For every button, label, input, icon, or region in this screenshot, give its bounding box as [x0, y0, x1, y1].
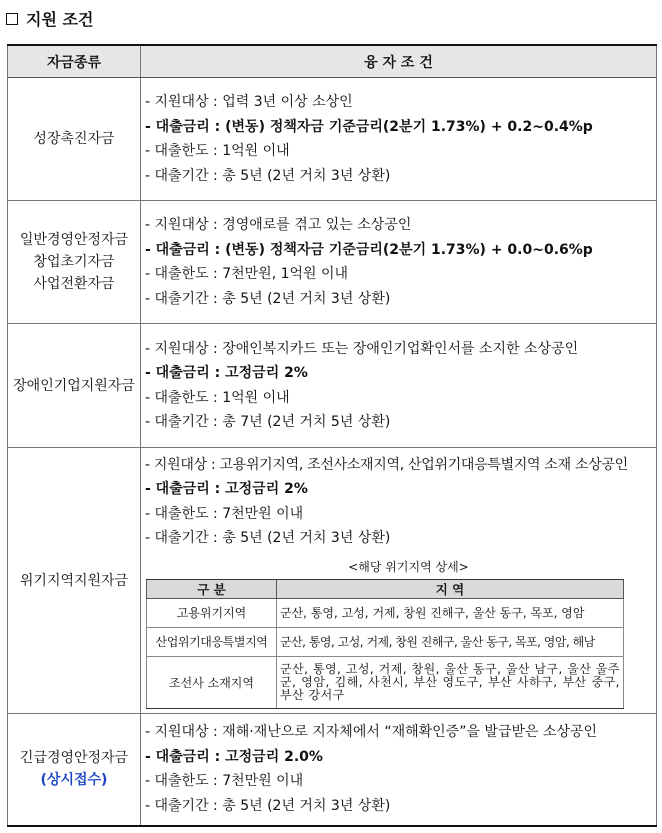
- condition-line: - 지원대상 : 장애인복지카드 또는 장애인기업확인서를 소지한 소상공인: [145, 340, 579, 357]
- condition-line: - 대출한도 : 7천만원 이내: [145, 773, 304, 790]
- section-title-text: 지원 조건: [26, 10, 94, 29]
- condition-line: - 지원대상 : 고용위기지역, 조선사소재지역, 산업위기대응특별지역 소재 소상공인: [145, 456, 628, 473]
- condition-line: - 지원대상 : 업력 3년 이상 소상인: [145, 94, 353, 110]
- condition-line: - 대출기간 : 총 5년 (2년 거치 3년 상환): [145, 797, 391, 814]
- condition-line: - 대출기간 : 총 5년 (2년 거치 3년 상환): [145, 290, 391, 307]
- table-row: [8, 78, 657, 201]
- fund-name: 긴급경영안정자금: [19, 750, 129, 767]
- support-conditions-table: [7, 44, 657, 827]
- condition-line: - 대출금리 : (변동) 정책자금 기준금리(2분기 1.73%) + 0.2~0.4%p: [145, 118, 593, 135]
- conditions-cell: [141, 448, 657, 714]
- condition-line: - 지원대상 : 재해·재난으로 지자체에서 “재해확인증”을 발급받은 소상공인: [145, 724, 598, 741]
- condition-line: - 대출한도 : 7천만원, 1억원 이내: [145, 266, 349, 282]
- condition-line: - 대출금리 : 고정금리 2.0%: [145, 748, 323, 765]
- fund-name-cell: [8, 201, 141, 324]
- region-list: 군산, 통영, 고성, 거제, 창원 진해구, 울산 동구, 목포, 영암: [277, 598, 624, 627]
- fund-name: 사업전환자금: [33, 276, 115, 292]
- condition-line: - 대출기간 : 총 5년 (2년 거치 3년 상환): [145, 530, 391, 546]
- checkbox-square-icon: [6, 13, 18, 25]
- header-region: 지 역: [277, 579, 624, 598]
- region-type: 고용위기지역: [147, 598, 277, 627]
- condition-line: - 대출금리 : (변동) 정책자금 기준금리(2분기 1.73%) + 0.0~0.6%p: [145, 241, 593, 258]
- conditions-cell: [141, 201, 657, 324]
- fund-name: 창업초기자금: [33, 254, 115, 270]
- region-list: 군산, 통영, 고성, 거제, 창원 진해구, 울산 동구, 목포, 영암, 해남: [277, 627, 624, 656]
- header-category: 구 분: [147, 579, 277, 598]
- header-fund-type: 자금종류: [8, 45, 141, 78]
- condition-line: - 대출금리 : 고정금리 2%: [145, 481, 308, 497]
- fund-name: 위기지역지원자금: [19, 572, 129, 589]
- condition-line: - 대출한도 : 1억원 이내: [145, 143, 290, 159]
- table-row: [8, 448, 657, 714]
- crisis-region-header-row: [147, 579, 624, 598]
- table-row: [8, 201, 657, 324]
- region-type: 조선사 소재지역: [147, 656, 277, 708]
- table-row: [8, 714, 657, 826]
- conditions-cell: [141, 324, 657, 448]
- table-header-row: [8, 45, 657, 78]
- table-row: [147, 627, 624, 656]
- conditions-cell: [141, 714, 657, 826]
- condition-line: - 지원대상 : 경영애로를 겪고 있는 소상공인: [145, 217, 412, 233]
- fund-name-cell: [8, 324, 141, 448]
- condition-line: - 대출금리 : 고정금리 2%: [145, 365, 308, 381]
- fund-name: 일반경영안정자금: [19, 232, 129, 248]
- section-title: [6, 7, 93, 30]
- region-type: 산업위기대응특별지역: [147, 627, 277, 656]
- condition-line: - 대출기간 : 총 7년 (2년 거치 5년 상환): [145, 414, 391, 430]
- fund-name: 장애인기업지원자금: [13, 377, 135, 394]
- conditions-cell: [141, 78, 657, 201]
- condition-line: - 대출한도 : 1억원 이내: [145, 389, 290, 406]
- fund-name-cell: [8, 714, 141, 826]
- header-loan-conditions: 융 자 조 건: [141, 45, 657, 78]
- crisis-region-table: [146, 579, 624, 709]
- crisis-region-caption: <해당 위기지역 상세>: [348, 559, 469, 574]
- fund-name-cell: [8, 448, 141, 714]
- condition-line: - 대출기간 : 총 5년 (2년 거치 3년 상환): [145, 167, 391, 184]
- table-row: [147, 598, 624, 627]
- table-row: [147, 656, 624, 708]
- fund-name: 성장촉진자금: [33, 131, 115, 147]
- region-list: 군산, 통영, 고성, 거제, 창원, 울산 동구, 울산 남구, 울산 울주군, 영암, 김해, 사천시, 부산 영도구, 부산 사하구, 부산 중구, 부산 강서구: [277, 656, 624, 708]
- always-open-badge: (상시접수): [40, 772, 108, 789]
- condition-line: - 대출한도 : 7천만원 이내: [145, 505, 304, 522]
- table-row: [8, 324, 657, 448]
- fund-name-cell: [8, 78, 141, 201]
